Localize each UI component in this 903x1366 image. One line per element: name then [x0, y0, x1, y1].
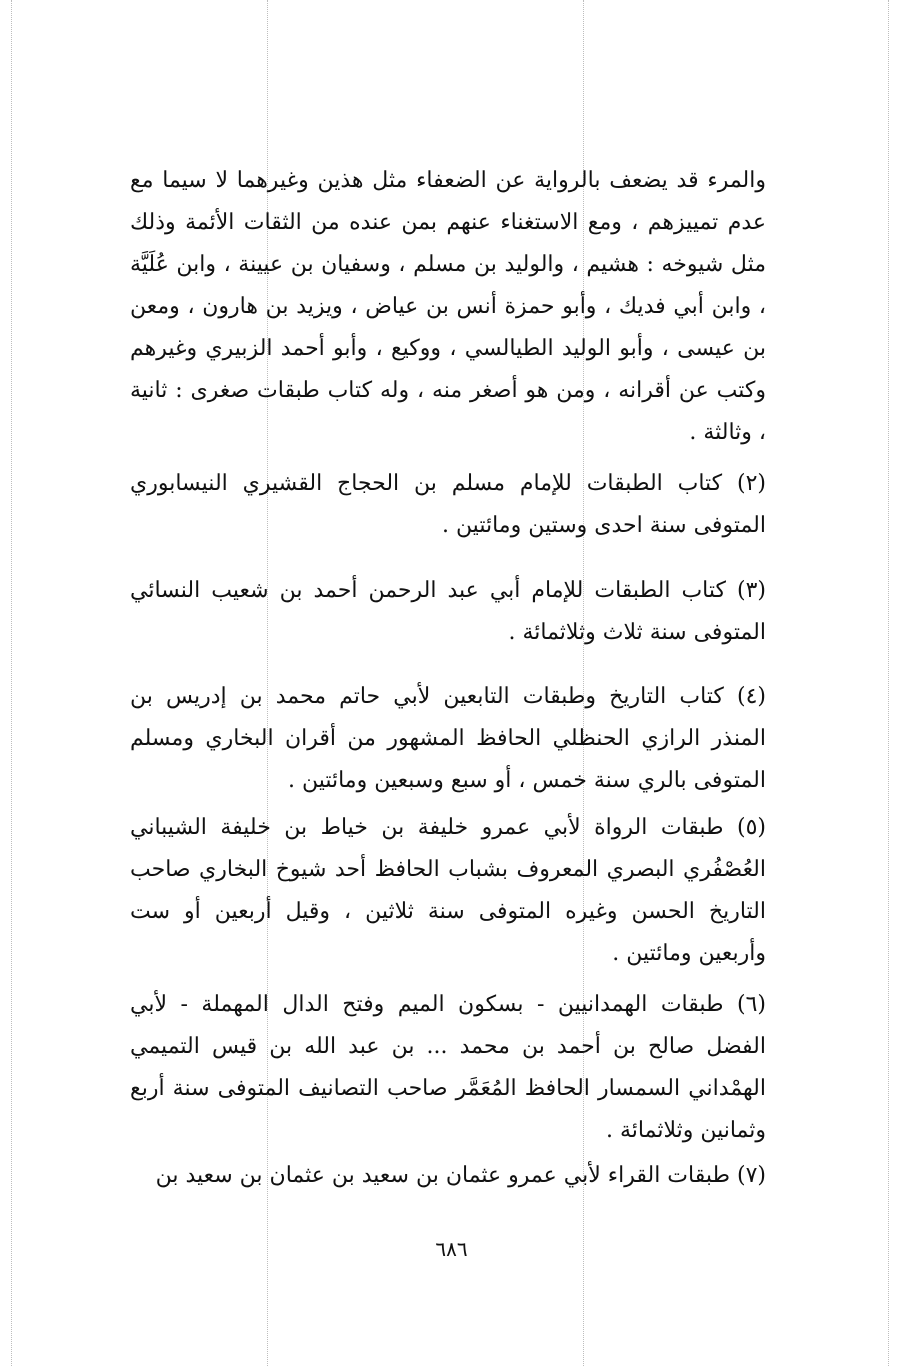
- paragraph-item-2: [130, 463, 766, 547]
- paragraph-text: (٢) كتاب الطبقات للإمام مسلم بن الحجاج القشيري النيسابوري المتوفى سنة احدى وستين ومائتين .: [130, 471, 766, 538]
- paragraph-text: والمرء قد يضعف بالرواية عن الضعفاء مثل هذين وغيرهما لا سيما مع عدم تمييزهم ، ومع الاستغناء عنهم بمن عنده من الثقات الأئمة وذلك مثل شيوخه : هشيم ، والوليد بن مسلم ، وسفيان بن عيينة ، وابن عُلَيَّة ، وابن أبي فديك ، وأبو حمزة أنس بن عياض ، ويزيد بن هارون ، ومعن بن عيسى ، وأبو الوليد الطيالسي ، ووكيع ، وأبو أحمد الزبيري وغيرهم وكتب عن أقرانه ، ومن هو أصغر منه ، وله كتاب طبقات صغرى : ثانية ، وثالثة .: [130, 168, 766, 445]
- paragraph-text: (٦) طبقات الهمدانيين - بسكون الميم وفتح الدال المهملة - لأبي الفضل صالح بن أحمد بن محمد ... بن عبد الله بن قيس التميمي الهمْداني السمسار الحافظ المُعَمَّر صاحب التصانيف المتوفى سنة أربع وثمانين وثلاثمائة .: [130, 992, 766, 1143]
- paragraph-item-7: [130, 1155, 766, 1197]
- paragraph-item-4: [130, 676, 766, 802]
- paragraph-text: (٧) طبقات القراء لأبي عمرو عثمان بن سعيد بن عثمان بن سعيد بن: [155, 1163, 766, 1188]
- paragraph-item-5: [130, 807, 766, 975]
- page-number: ٦٨٦: [435, 1237, 468, 1261]
- paragraph-item-3: [130, 570, 766, 654]
- paragraph-intro: [130, 160, 766, 454]
- dotted-guide-line: [888, 0, 889, 1366]
- paragraph-text: (٤) كتاب التاريخ وطبقات التابعين لأبي حاتم محمد بن إدريس بن المنذر الرازي الحنظلي الحافظ المشهور من أقران البخاري ومسلم المتوفى بالري سنة خمس ، أو سبع وسبعين ومائتين .: [130, 684, 766, 793]
- paragraph-item-6: [130, 984, 766, 1152]
- paragraph-text: (٣) كتاب الطبقات للإمام أبي عبد الرحمن أحمد بن شعيب النسائي المتوفى سنة ثلاث وثلاثمائة .: [130, 578, 766, 645]
- paragraph-text: (٥) طبقات الرواة لأبي عمرو خليفة بن خياط بن خليفة الشيباني العُصْفُري البصري المعروف بشباب الحافظ أحد شيوخ البخاري صاحب التاريخ الحسن وغيره المتوفى سنة ثلاثين ، وقيل أربعين أو ست وأربعين ومائتين .: [130, 815, 766, 966]
- dotted-guide-line: [11, 0, 12, 1366]
